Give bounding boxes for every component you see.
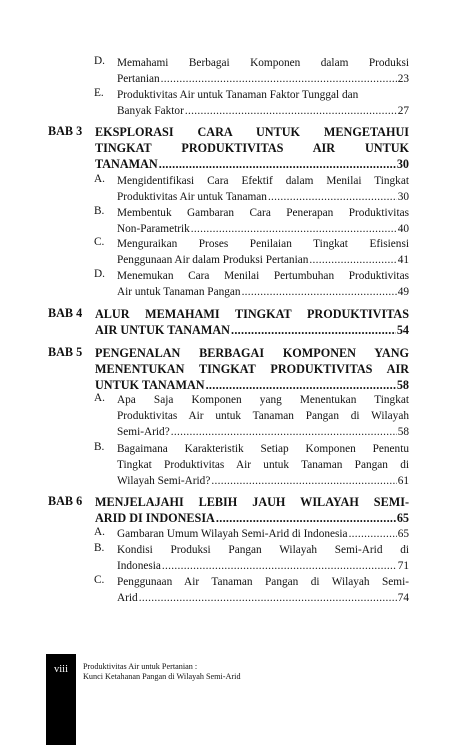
toc-item-letter: A. bbox=[94, 526, 105, 538]
page-number: 65 bbox=[397, 528, 409, 540]
toc-item-letter: A. bbox=[94, 392, 105, 404]
toc-item-letter: B. bbox=[94, 542, 105, 554]
footer-page-number: viii bbox=[53, 664, 68, 675]
toc-item[interactable]: Menemukan Cara Menilai Pertumbuhan Produktivitas Air untuk Tanaman Pangan ..... 49 bbox=[117, 268, 409, 300]
toc-item[interactable]: Menguraikan Proses Penilaian Tingkat Efisiensi Penggunaan Air dalam Produksi Pertanian ..... 41 bbox=[117, 236, 409, 268]
page-number: 41 bbox=[397, 254, 409, 266]
toc-item-letter: C. bbox=[94, 574, 105, 586]
page-number: 27 bbox=[397, 105, 409, 117]
page-number: 49 bbox=[397, 286, 409, 298]
toc-item[interactable]: Penggunaan Air Tanaman Pangan di Wilayah Semi- Arid ..... 74 bbox=[117, 574, 409, 606]
page-number: 30 bbox=[397, 191, 409, 203]
page-number: 54 bbox=[396, 323, 409, 337]
page-number: 23 bbox=[397, 73, 409, 85]
footer-line-1: Produktivitas Air untuk Pertanian : bbox=[83, 662, 198, 671]
page-number: 61 bbox=[397, 475, 409, 487]
toc-item[interactable]: Bagaimana Karakteristik Setiap Komponen Penentu Tingkat Produktivitas Air untuk Tanaman Pangan di Wilayah Semi-Arid? ..... 61 bbox=[117, 441, 409, 489]
page-number: 40 bbox=[397, 223, 409, 235]
chapter-number: BAB 6 bbox=[48, 494, 83, 508]
chapter-heading[interactable]: EKSPLORASI CARA UNTUK MENGETAHUI TINGKAT PRODUKTIVITAS AIR UNTUK TANAMAN ..... 30 bbox=[95, 124, 409, 172]
chapter-heading[interactable]: ALUR MEMAHAMI TINGKAT PRODUKTIVITAS AIR UNTUK TANAMAN ..... 54 bbox=[95, 306, 409, 338]
page-number: 58 bbox=[397, 426, 409, 438]
toc-item-letter: D. bbox=[94, 55, 105, 67]
chapter-heading[interactable]: MENJELAJAHI LEBIH JAUH WILAYAH SEMI- ARID DI INDONESIA ..... 65 bbox=[95, 494, 409, 526]
page-number: 58 bbox=[396, 378, 409, 392]
toc-item-letter: D. bbox=[94, 268, 105, 280]
chapter-number: BAB 3 bbox=[48, 124, 83, 138]
toc-item[interactable]: Gambaran Umum Wilayah Semi-Arid di Indonesia ..... 65 bbox=[117, 526, 409, 542]
chapter-number: BAB 4 bbox=[48, 306, 83, 320]
toc-item-letter: A. bbox=[94, 173, 105, 185]
footer-line-2: Kunci Ketahanan Pangan di Wilayah Semi-Arid bbox=[83, 672, 241, 681]
chapter-heading[interactable]: PENGENALAN BERBAGAI KOMPONEN YANG MENENTUKAN TINGKAT PRODUKTIVITAS AIR UNTUK TANAMAN ..... 58 bbox=[95, 345, 409, 393]
chapter-number: BAB 5 bbox=[48, 345, 83, 359]
toc-item-letter: B. bbox=[94, 205, 105, 217]
toc-item[interactable]: Produktivitas Air untuk Tanaman Faktor Tunggal dan Banyak Faktor ..... 27 bbox=[117, 87, 409, 119]
page-number: 30 bbox=[396, 157, 409, 171]
page-number: 65 bbox=[396, 511, 409, 525]
footer-running-title bbox=[83, 662, 241, 682]
toc-item[interactable]: Memahami Berbagai Komponen dalam Produksi Pertanian ..... 23 bbox=[117, 55, 409, 87]
page-number: 71 bbox=[397, 560, 409, 572]
toc-item[interactable]: Membentuk Gambaran Cara Penerapan Produktivitas Non-Parametrik ..... 40 bbox=[117, 205, 409, 237]
toc-item-letter: C. bbox=[94, 236, 105, 248]
toc-item[interactable]: Mengidentifikasi Cara Efektif dalam Menilai Tingkat Produktivitas Air untuk Tanaman ..... 30 bbox=[117, 173, 409, 205]
toc-item-letter: E. bbox=[94, 87, 104, 99]
toc-item-letter: B. bbox=[94, 441, 105, 453]
toc-item[interactable]: Kondisi Produksi Pangan Wilayah Semi-Arid di Indonesia ..... 71 bbox=[117, 542, 409, 574]
page-number: 74 bbox=[397, 592, 409, 604]
toc-item[interactable]: Apa Saja Komponen yang Menentukan Tingkat Produktivitas Air untuk Tanaman Pangan di Wilayah Semi-Arid? ..... 58 bbox=[117, 392, 409, 440]
